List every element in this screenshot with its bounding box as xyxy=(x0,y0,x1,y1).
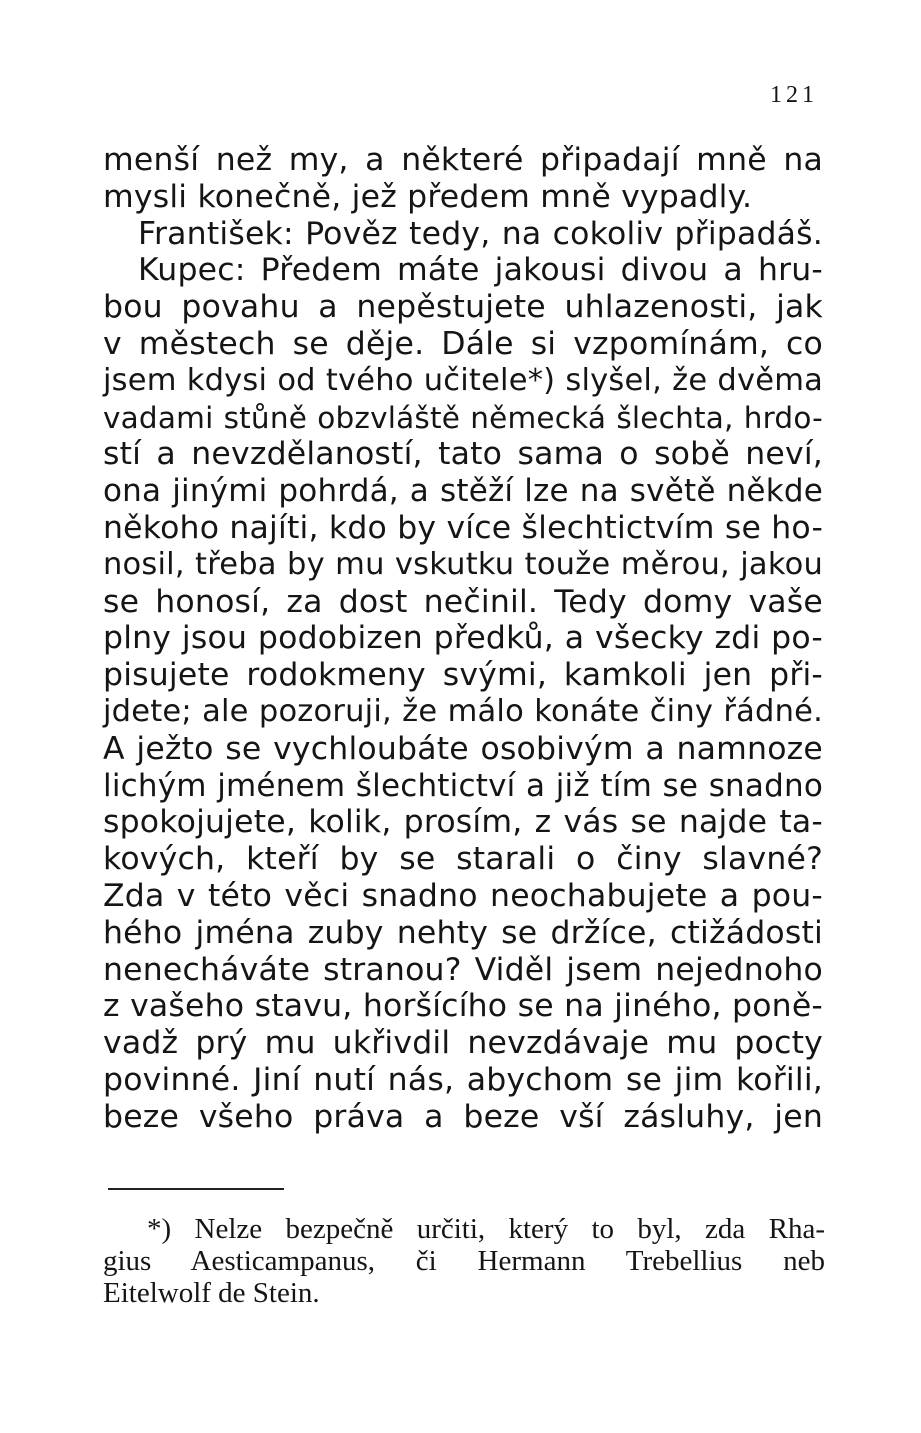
text-line: bou povahu a nepěstujete uhlazenosti, jak xyxy=(103,289,823,326)
text-line: spokojujete, kolik, prosím, z vás se najde ta- xyxy=(103,804,823,841)
footnote-line: gius Aesticampanus, či Hermann Trebellius neb xyxy=(103,1245,825,1277)
text-line: jsem kdysi od tvého učitele*) slyšel, že dvěma xyxy=(103,362,823,398)
text-line: povinné. Jiní nutí nás, abychom se jim kořili, xyxy=(103,1061,823,1098)
text-line: hého jména zuby nehty se držíce, ctižádosti xyxy=(103,914,823,951)
body-text xyxy=(103,142,823,1136)
text-line: kových, kteří by se starali o činy slavné? xyxy=(103,841,823,878)
text-line: lichým jménem šlechtictví a již tím se snadno xyxy=(103,767,823,804)
text-line: Kupec: Předem máte jakousi divou a hru- xyxy=(138,252,823,289)
text-line: A ježto se vychloubáte osobivým a namnoze xyxy=(103,730,823,767)
text-line: v městech se děje. Dále si vzpomínám, co xyxy=(103,325,823,362)
footnote-line: Eitelwolf de Stein. xyxy=(103,1277,320,1309)
text-line: ona jinými pohrdá, a stěží lze na světě někde xyxy=(103,473,823,510)
text-line: menší než my, a některé připadají mně na xyxy=(103,142,823,178)
text-line: Zda v této věci snadno neochabujete a pou- xyxy=(103,877,823,914)
text-line: z vašeho stavu, horšícího se na jiného, poně- xyxy=(103,988,823,1025)
text-line: mysli konečně, jež předem mně vypadly. xyxy=(103,178,753,215)
text-line: plny jsou podobizen předků, a všecky zdi po- xyxy=(103,620,823,657)
footnote xyxy=(103,1213,825,1309)
text-line: se honosí, za dost nečinil. Tedy domy vaše xyxy=(103,583,823,620)
text-line: někoho najíti, kdo by více šlechtictvím se ho- xyxy=(103,509,824,546)
footnote-line: *) Nelze bezpečně určiti, který to byl, zda Rha- xyxy=(147,1213,825,1245)
footnote-divider xyxy=(108,1188,284,1190)
text-line: pisujete rodokmeny svými, kamkoli jen při- xyxy=(103,657,823,694)
text-line: stí a nevzdělaností, tato sama o sobě neví, xyxy=(103,436,823,473)
text-line: vadami stůně obzvláště německá šlechta, hrdo- xyxy=(103,400,823,435)
page-number: 121 xyxy=(770,82,818,108)
text-line: nenecháváte stranou? Viděl jsem nejednoho xyxy=(103,951,823,988)
text-line: nosil, třeba by mu vskutku touže měrou, jakou xyxy=(103,546,823,582)
text-line: František: Pověz tedy, na cokoliv připadáš. xyxy=(138,215,823,252)
text-line: beze všeho práva a beze vší zásluhy, jen xyxy=(103,1098,823,1135)
text-line: jdete; ale pozoruji, že málo konáte činy řádné. xyxy=(103,693,823,729)
text-line: vadž prý mu ukřivdil nevzdávaje mu pocty xyxy=(103,1025,823,1062)
